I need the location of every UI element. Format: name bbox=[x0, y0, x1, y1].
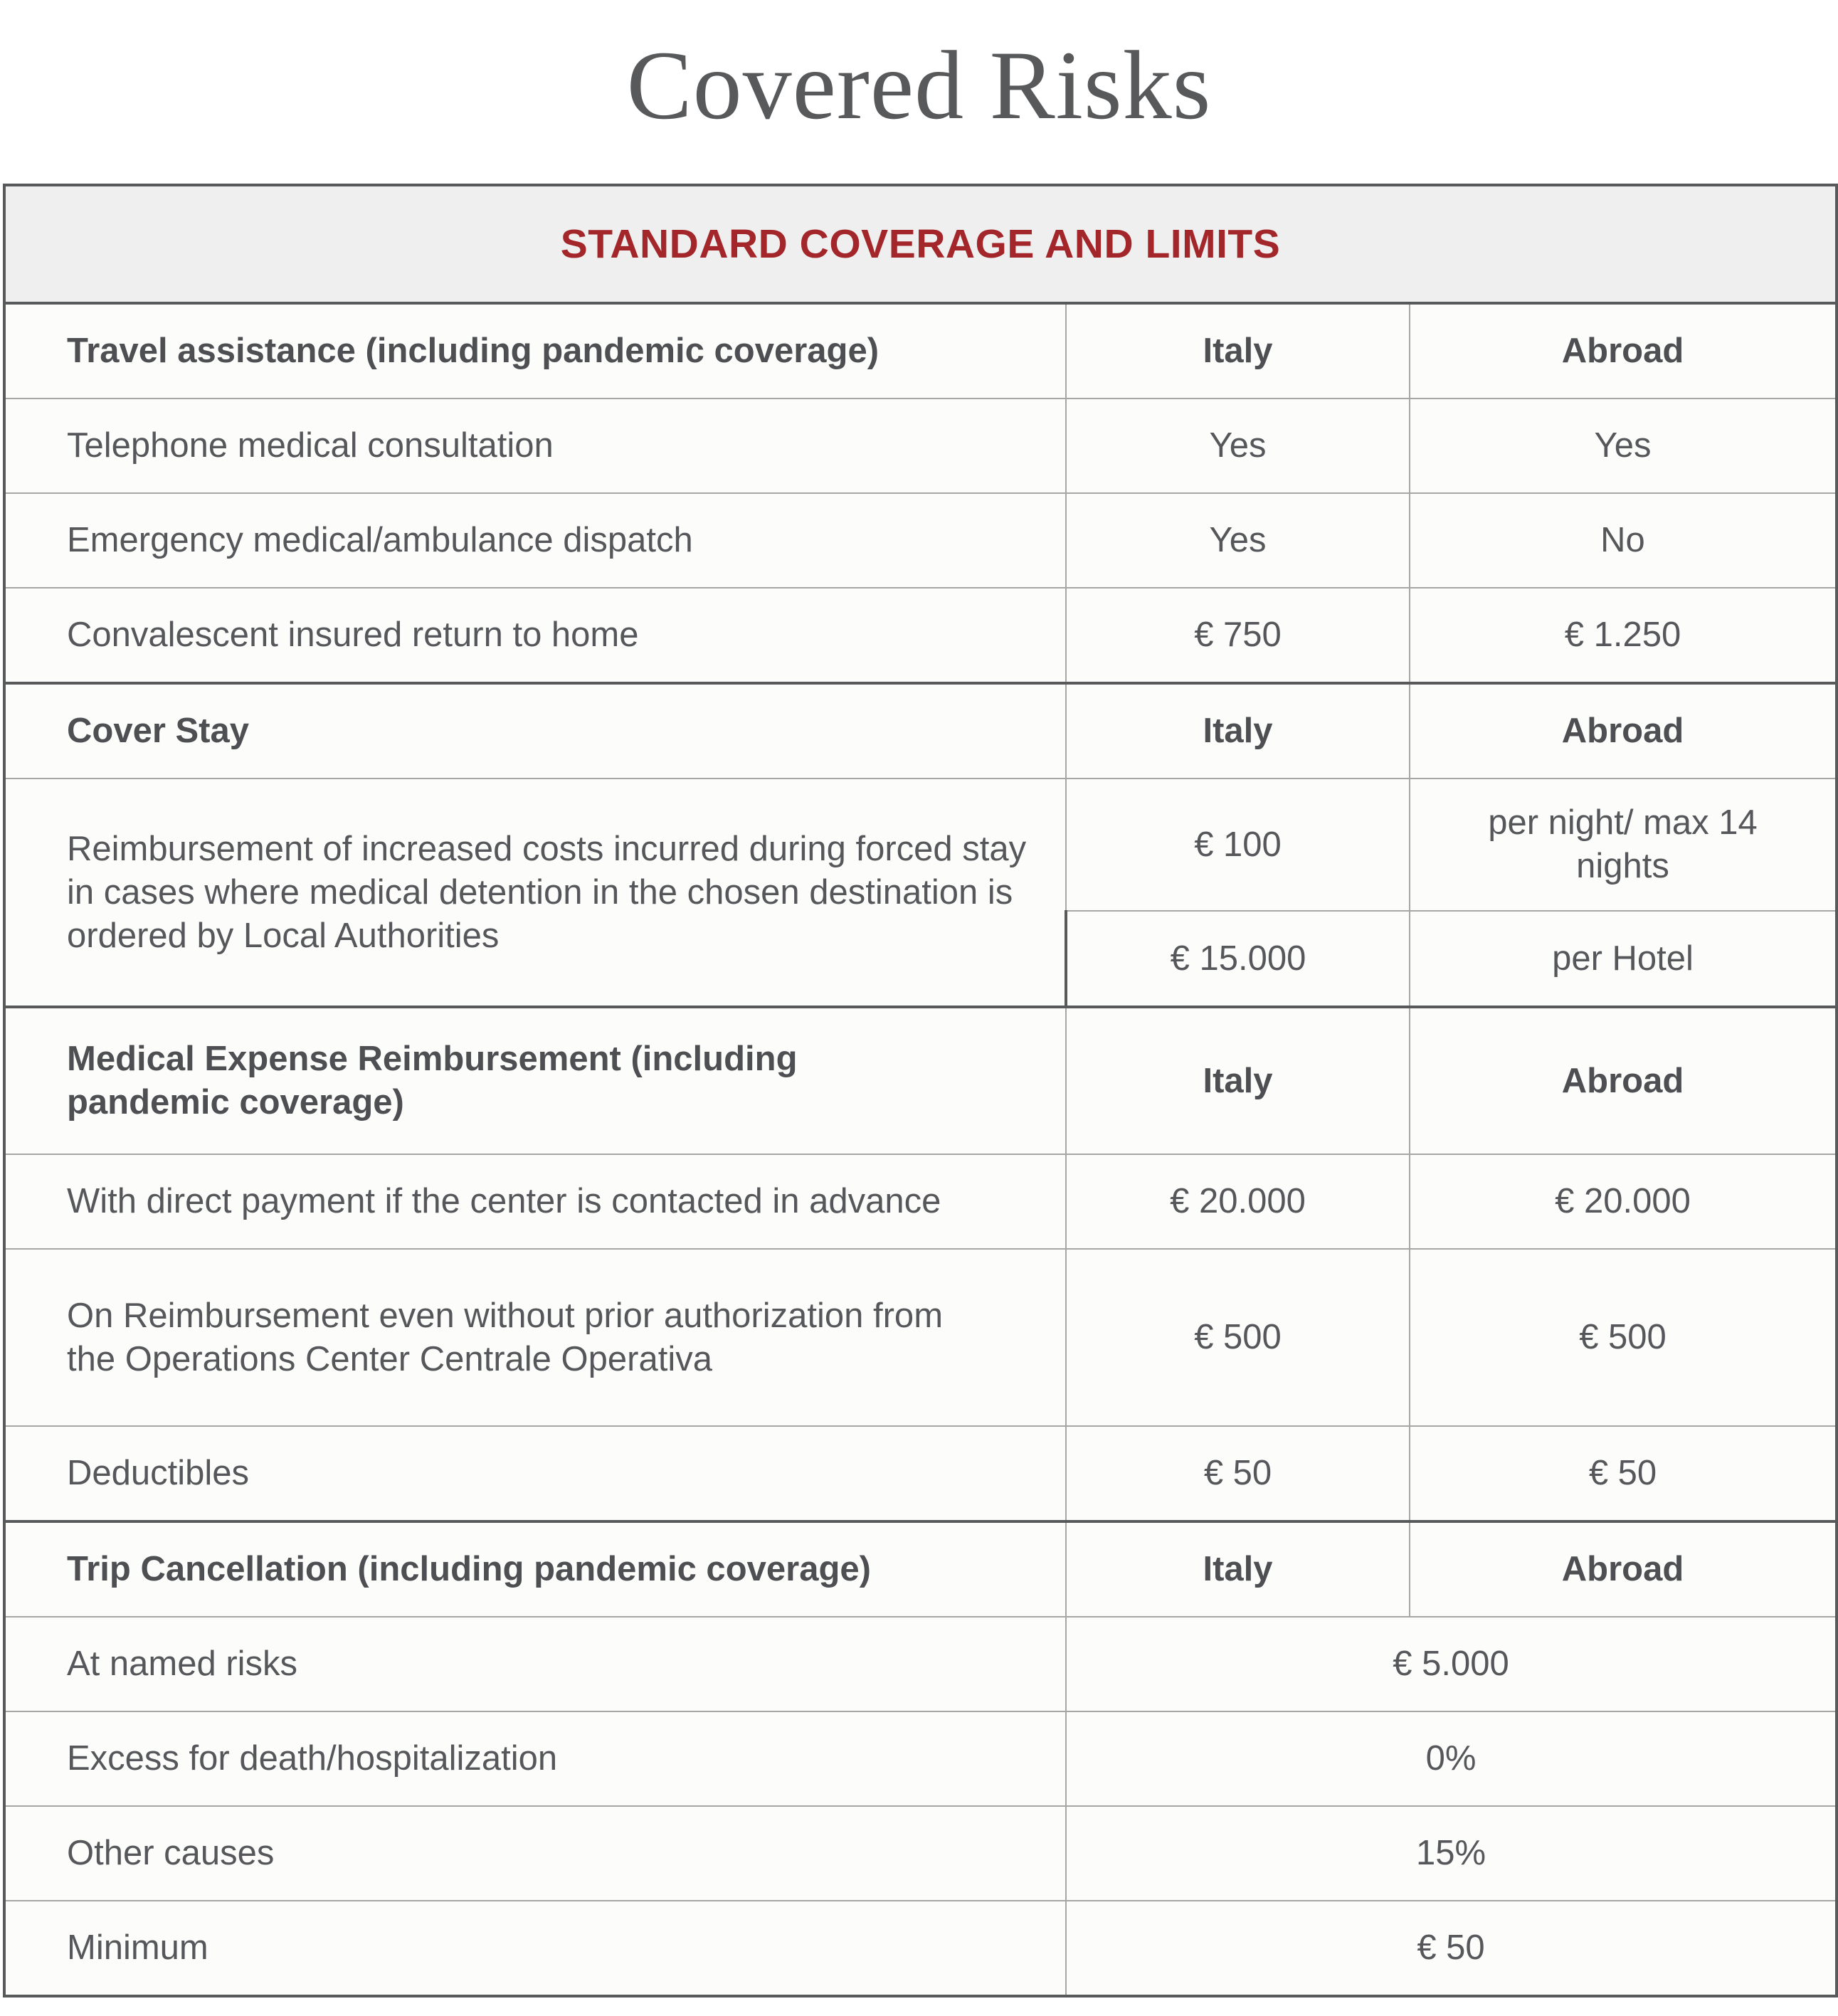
italy-value: € 15.000 bbox=[1066, 911, 1410, 1007]
column-header-abroad: Abroad bbox=[1410, 1007, 1837, 1154]
row-label: Reimbursement of increased costs incurred during forced stay in cases where medical detention in the chosen destination is ordered by Local Authorities bbox=[4, 779, 1066, 1007]
coverage-table bbox=[3, 184, 1838, 1997]
table-row bbox=[4, 1154, 1837, 1249]
row-label: Minimum bbox=[4, 1901, 1066, 1996]
section-title: Medical Expense Reimbursement (including pandemic coverage) bbox=[4, 1007, 1066, 1154]
column-header-italy: Italy bbox=[1066, 1007, 1410, 1154]
abroad-value: € 20.000 bbox=[1410, 1154, 1837, 1249]
row-label: Other causes bbox=[4, 1806, 1066, 1901]
section-title: Cover Stay bbox=[4, 683, 1066, 779]
row-label: On Reimbursement even without prior authorization from the Operations Center Centrale Operativa bbox=[4, 1249, 1066, 1426]
table-row bbox=[4, 399, 1837, 493]
column-header-abroad: Abroad bbox=[1410, 303, 1837, 399]
column-header-abroad: Abroad bbox=[1410, 1521, 1837, 1617]
table-row bbox=[4, 1711, 1837, 1806]
italy-value: Yes bbox=[1066, 399, 1410, 493]
section-header-medical-expense bbox=[4, 1007, 1837, 1154]
abroad-value: per night/ max 14 nights bbox=[1410, 779, 1837, 911]
table-row bbox=[4, 1249, 1837, 1426]
column-header-italy: Italy bbox=[1066, 683, 1410, 779]
table-row bbox=[4, 493, 1837, 588]
table-row bbox=[4, 1901, 1837, 1996]
section-title: Travel assistance (including pandemic coverage) bbox=[4, 303, 1066, 399]
italy-value: € 100 bbox=[1066, 779, 1410, 911]
column-header-abroad: Abroad bbox=[1410, 683, 1837, 779]
section-title: Trip Cancellation (including pandemic coverage) bbox=[4, 1521, 1066, 1617]
row-label: With direct payment if the center is contacted in advance bbox=[4, 1154, 1066, 1249]
row-label: Deductibles bbox=[4, 1426, 1066, 1521]
abroad-value: per Hotel bbox=[1410, 911, 1837, 1007]
abroad-value: € 1.250 bbox=[1410, 588, 1837, 683]
column-header-italy: Italy bbox=[1066, 303, 1410, 399]
row-label: Convalescent insured return to home bbox=[4, 588, 1066, 683]
column-header-italy: Italy bbox=[1066, 1521, 1410, 1617]
combined-value: € 5.000 bbox=[1066, 1617, 1837, 1711]
table-row bbox=[4, 1617, 1837, 1711]
table-row bbox=[4, 1806, 1837, 1901]
section-header-trip-cancellation bbox=[4, 1521, 1837, 1617]
table-caption: STANDARD COVERAGE AND LIMITS bbox=[4, 185, 1837, 303]
combined-value: 15% bbox=[1066, 1806, 1837, 1901]
table-caption-row bbox=[4, 185, 1837, 303]
section-header-cover-stay bbox=[4, 683, 1837, 779]
combined-value: € 50 bbox=[1066, 1901, 1837, 1996]
table-row bbox=[4, 588, 1837, 683]
row-label: Emergency medical/ambulance dispatch bbox=[4, 493, 1066, 588]
abroad-value: € 500 bbox=[1410, 1249, 1837, 1426]
abroad-value: Yes bbox=[1410, 399, 1837, 493]
combined-value: 0% bbox=[1066, 1711, 1837, 1806]
italy-value: € 500 bbox=[1066, 1249, 1410, 1426]
section-header-travel-assistance bbox=[4, 303, 1837, 399]
italy-value: € 20.000 bbox=[1066, 1154, 1410, 1249]
abroad-value: No bbox=[1410, 493, 1837, 588]
table-row bbox=[4, 1426, 1837, 1521]
italy-value: € 50 bbox=[1066, 1426, 1410, 1521]
italy-value: Yes bbox=[1066, 493, 1410, 588]
table-row bbox=[4, 779, 1837, 911]
page-title: Covered Risks bbox=[626, 31, 1212, 139]
row-label: Excess for death/hospitalization bbox=[4, 1711, 1066, 1806]
row-label: Telephone medical consultation bbox=[4, 399, 1066, 493]
italy-value: € 750 bbox=[1066, 588, 1410, 683]
row-label: At named risks bbox=[4, 1617, 1066, 1711]
abroad-value: € 50 bbox=[1410, 1426, 1837, 1521]
